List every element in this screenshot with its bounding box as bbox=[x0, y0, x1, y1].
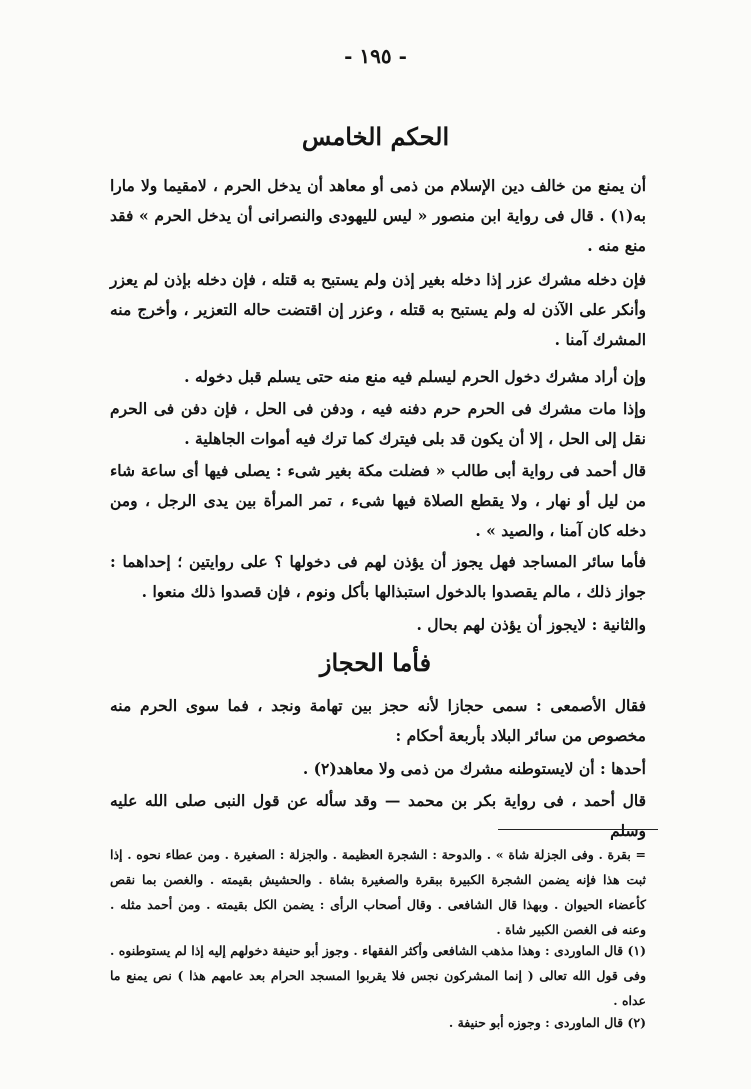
paragraph: وإذا مات مشرك فى الحرم حرم دفنه فيه ، ودفن فى الحل ، فإن دفن فى الحرم نقل إلى الحل ، إلا أن يكون قد بلى فيترك كما ترك فيه أموات الجاهلية . bbox=[110, 399, 646, 448]
footnote-continued: = بقرة . وفى الجزلة شاة » . والدوحة : الشجرة العظيمة . والجزلة : الصغيرة . ومن عطاء نحوه . إذا ثبت هذا فإنه يضمن الشجرة الكبيرة ببقرة والصغيرة بشاة . والحشيش بقيمته . والغصن بما نقص كأعضاء الحيوان . وبهذا قال الشافعى . وقال أصحاب الرأى : يضمن الكل بقيمته . ومن أحمد مثله . وعنه فى الغصن الكبير شاة . bbox=[110, 847, 646, 937]
paragraph: وإن أراد مشرك دخول الحرم ليسلم فيه منع منه حتى يسلم قبل دخوله . bbox=[184, 367, 646, 386]
section-heading-hijaz: فأما الحجاز bbox=[319, 648, 432, 677]
paragraph: أن يمنع من خالف دين الإسلام من ذمى أو معاهد أن يدخل الحرم ، لامقيما ولا مارا به(١) . قال فى رواية ابن منصور « ليس لليهودى والنصرانى أن يدخل الحرم » فقد منع منه . bbox=[110, 176, 646, 255]
footnote-separator bbox=[498, 829, 658, 830]
paragraph: فإن دخله مشرك عزر إذا دخله بغير إذن ولم يستبح به قتله ، فإن دخله بإذن لم يعزر وأنكر على الآذن له ولم يستبح به قتله ، وعزر إن اقتضت حاله التعزير ، وأخرج منه المشرك آمنا . bbox=[110, 270, 646, 349]
paragraph: فأما سائر المساجد فهل يجوز أن يؤذن لهم فى دخولها ؟ على روايتين ؛ إحداهما : جواز ذلك ، مالم يقصدوا بالدخول استبذالها بأكل ونوم ، فإن قصدوا ذلك منعوا . bbox=[110, 552, 646, 601]
paragraph: قال أحمد فى رواية أبى طالب « فضلت مكة بغير شىء : يصلى فيها أى ساعة شاء من ليل أو نهار ، ولا يقطع الصلاة فيها شىء ، تمر المرأة بين يدى الرجل ، ومن دخله كان آمنا ، والصيد » . bbox=[110, 461, 646, 540]
page-number: - ١٩٥ - bbox=[344, 44, 407, 68]
paragraph: أحدها : أن لايستوطنه مشرك من ذمى ولا معاهد(٢) . bbox=[302, 759, 646, 778]
footnote-1: (١) قال الماوردى : وهذا مذهب الشافعى وأكثر الفقهاء . وجوز أبو حنيفة دخولهم إليه إذا لم يستوطنوه . وفى قول الله تعالى ( إنما المشركون نجس فلا يقربوا المسجد الحرام بعد عامهم هذا ) نص يمنع ما عداه . bbox=[110, 943, 646, 1008]
footnote-2: (٢) قال الماوردى : وجوزه أبو حنيفة . bbox=[448, 1015, 646, 1030]
section-heading-fifth-ruling: الحكم الخامس bbox=[301, 122, 450, 151]
paragraph: قال أحمد ، فى رواية بكر بن محمد — وقد سأله عن قول النبى صلى الله عليه وسلم bbox=[110, 791, 646, 840]
paragraph: والثانية : لايجوز أن يؤذن لهم بحال . bbox=[416, 615, 646, 634]
paragraph: فقال الأصمعى : سمى حجازا لأنه حجز بين تهامة ونجد ، فما سوى الحرم منه مخصوص من سائر البلاد بأربعة أحكام : bbox=[110, 696, 646, 745]
